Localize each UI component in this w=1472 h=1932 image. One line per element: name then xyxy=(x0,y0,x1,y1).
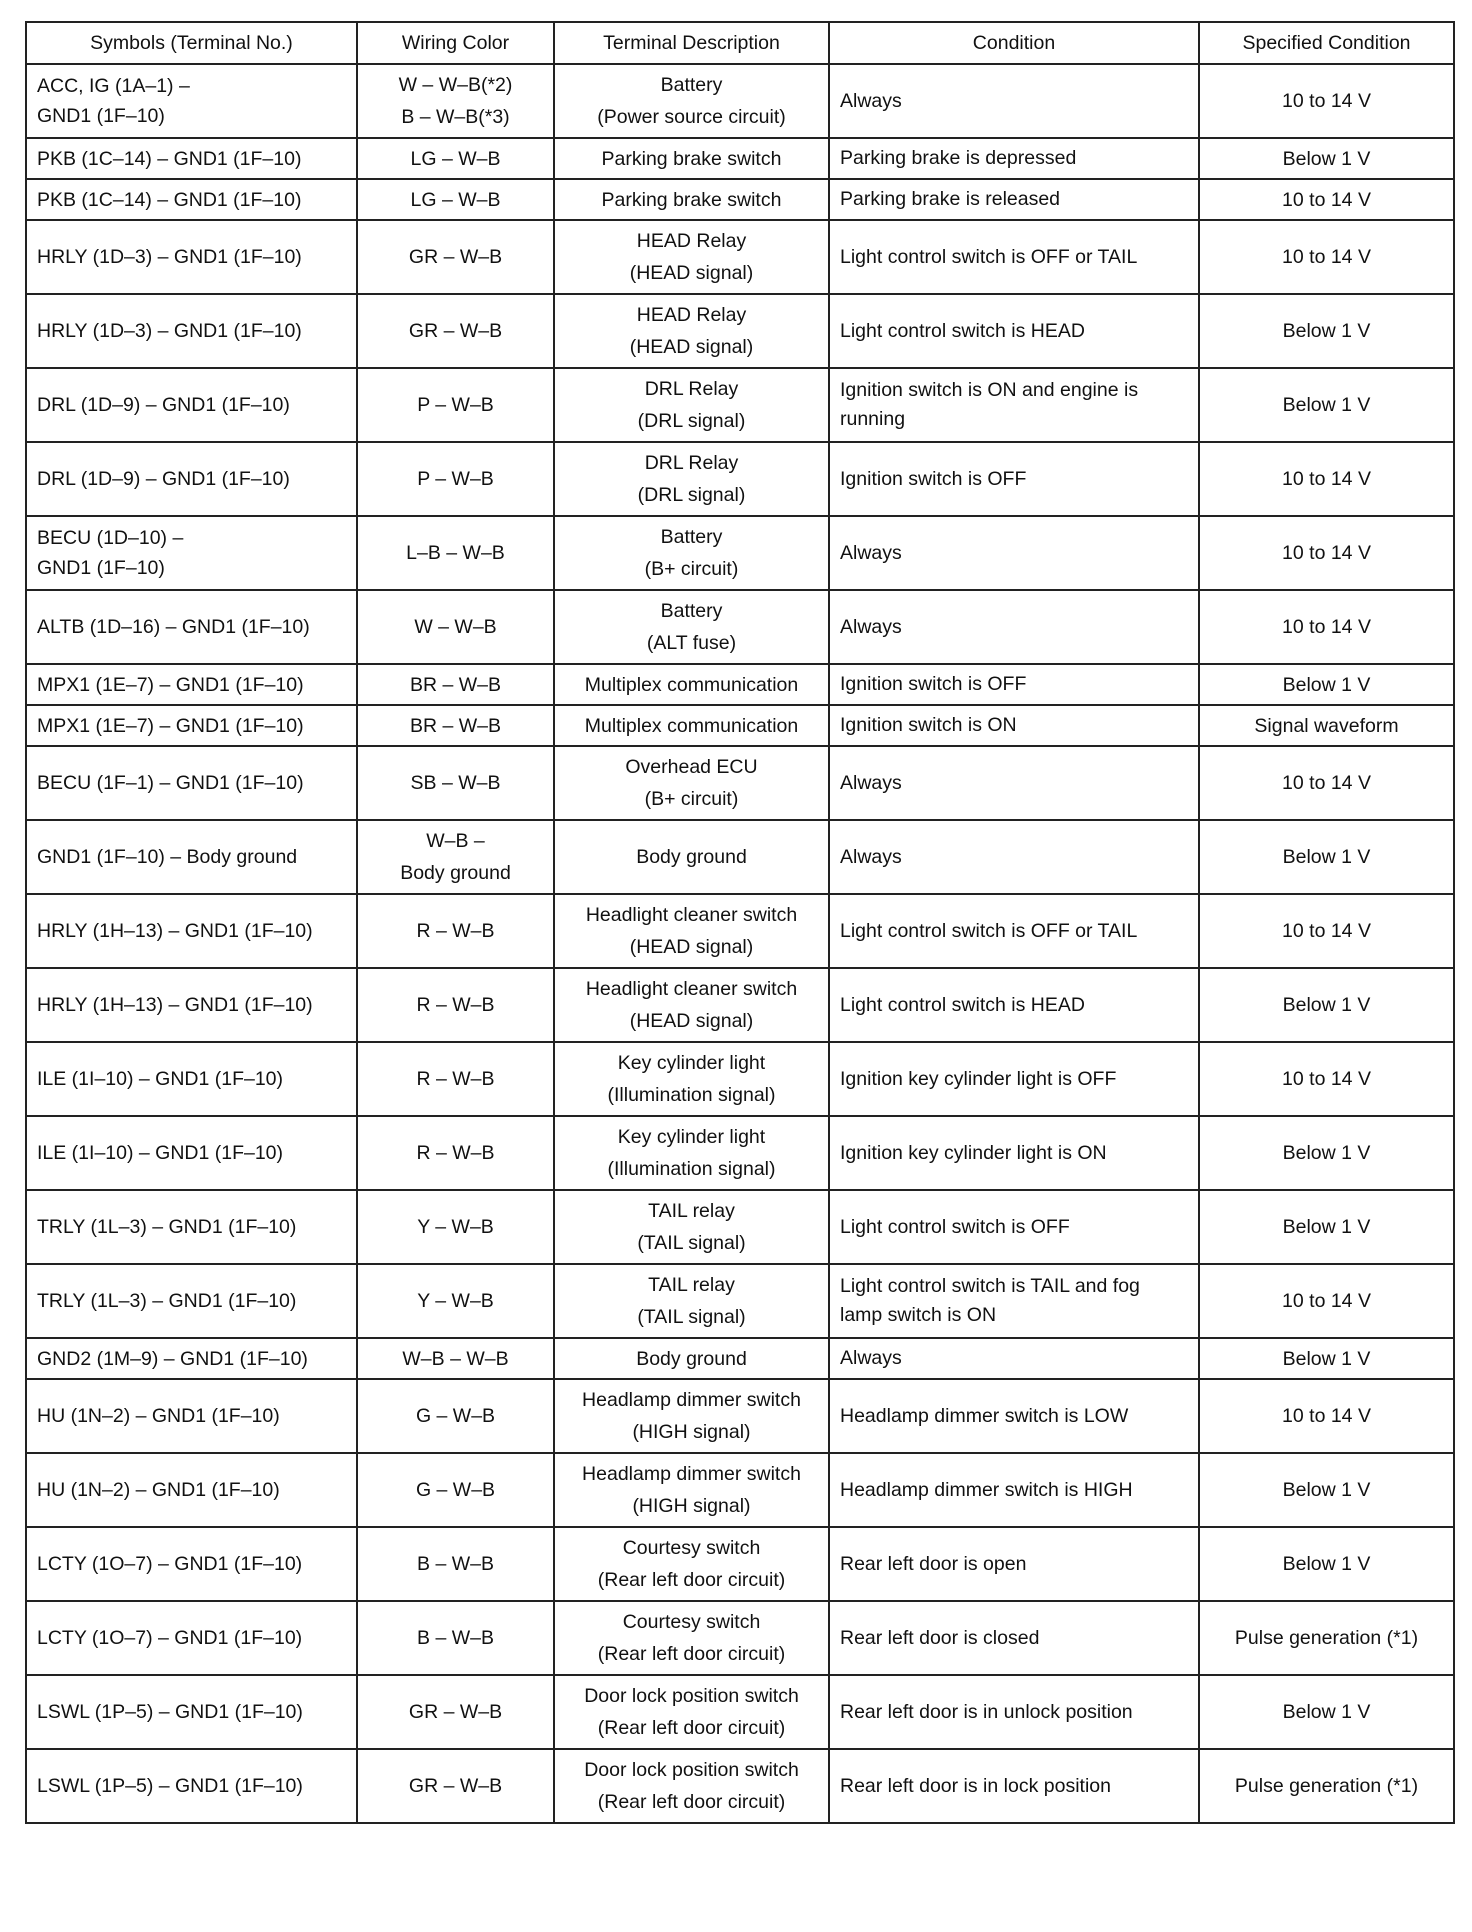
cell-condition: Always xyxy=(829,64,1199,138)
cell-terminal-description: Headlamp dimmer switch (HIGH signal) xyxy=(554,1453,829,1527)
cell-condition: Always xyxy=(829,820,1199,894)
cell-symbols: ACC, IG (1A–1) – GND1 (1F–10) xyxy=(26,64,357,138)
cell-symbols: HRLY (1H–13) – GND1 (1F–10) xyxy=(26,894,357,968)
cell-terminal-description: HEAD Relay (HEAD signal) xyxy=(554,294,829,368)
cell-wiring-color: R – W–B xyxy=(357,1042,554,1116)
cell-terminal-description: DRL Relay (DRL signal) xyxy=(554,368,829,442)
cell-symbols: HU (1N–2) – GND1 (1F–10) xyxy=(26,1379,357,1453)
cell-symbols: DRL (1D–9) – GND1 (1F–10) xyxy=(26,368,357,442)
table-row xyxy=(26,1453,1454,1527)
cell-terminal-description: HEAD Relay (HEAD signal) xyxy=(554,220,829,294)
cell-specified-condition: Below 1 V xyxy=(1199,1453,1454,1527)
cell-wiring-color: R – W–B xyxy=(357,1116,554,1190)
cell-condition: Ignition switch is ON xyxy=(829,705,1199,746)
cell-wiring-color: Y – W–B xyxy=(357,1190,554,1264)
cell-terminal-description: Key cylinder light (Illumination signal) xyxy=(554,1116,829,1190)
cell-symbols: PKB (1C–14) – GND1 (1F–10) xyxy=(26,179,357,220)
cell-wiring-color: GR – W–B xyxy=(357,1675,554,1749)
cell-condition: Headlamp dimmer switch is HIGH xyxy=(829,1453,1199,1527)
cell-specified-condition: Pulse generation (*1) xyxy=(1199,1601,1454,1675)
table-row xyxy=(26,368,1454,442)
cell-terminal-description: Overhead ECU (B+ circuit) xyxy=(554,746,829,820)
cell-symbols: DRL (1D–9) – GND1 (1F–10) xyxy=(26,442,357,516)
cell-terminal-description: DRL Relay (DRL signal) xyxy=(554,442,829,516)
table-row xyxy=(26,1264,1454,1338)
cell-condition: Headlamp dimmer switch is LOW xyxy=(829,1379,1199,1453)
table-row xyxy=(26,516,1454,590)
cell-condition: Rear left door is open xyxy=(829,1527,1199,1601)
cell-terminal-description: Courtesy switch (Rear left door circuit) xyxy=(554,1527,829,1601)
cell-symbols: ILE (1I–10) – GND1 (1F–10) xyxy=(26,1116,357,1190)
cell-symbols: ALTB (1D–16) – GND1 (1F–10) xyxy=(26,590,357,664)
cell-terminal-description: Battery (B+ circuit) xyxy=(554,516,829,590)
cell-symbols: MPX1 (1E–7) – GND1 (1F–10) xyxy=(26,705,357,746)
cell-symbols: HRLY (1D–3) – GND1 (1F–10) xyxy=(26,294,357,368)
cell-specified-condition: 10 to 14 V xyxy=(1199,746,1454,820)
cell-condition: Rear left door is in unlock position xyxy=(829,1675,1199,1749)
cell-wiring-color: W–B – W–B xyxy=(357,1338,554,1379)
cell-condition: Light control switch is TAIL and fog lamp switch is ON xyxy=(829,1264,1199,1338)
cell-specified-condition: 10 to 14 V xyxy=(1199,516,1454,590)
cell-specified-condition: 10 to 14 V xyxy=(1199,1042,1454,1116)
cell-condition: Always xyxy=(829,516,1199,590)
cell-specified-condition: Below 1 V xyxy=(1199,1527,1454,1601)
cell-wiring-color: W – W–B xyxy=(357,590,554,664)
cell-specified-condition: Below 1 V xyxy=(1199,1190,1454,1264)
header-condition: Condition xyxy=(829,22,1199,64)
cell-specified-condition: Below 1 V xyxy=(1199,138,1454,179)
cell-wiring-color: B – W–B xyxy=(357,1527,554,1601)
table-row xyxy=(26,664,1454,705)
cell-wiring-color: R – W–B xyxy=(357,894,554,968)
table-row xyxy=(26,1190,1454,1264)
header-terminal-description: Terminal Description xyxy=(554,22,829,64)
cell-symbols: LSWL (1P–5) – GND1 (1F–10) xyxy=(26,1749,357,1823)
cell-specified-condition: 10 to 14 V xyxy=(1199,590,1454,664)
cell-condition: Always xyxy=(829,1338,1199,1379)
cell-condition: Ignition switch is ON and engine is running xyxy=(829,368,1199,442)
cell-condition: Ignition key cylinder light is ON xyxy=(829,1116,1199,1190)
table-row xyxy=(26,442,1454,516)
cell-specified-condition: Below 1 V xyxy=(1199,968,1454,1042)
table-row xyxy=(26,294,1454,368)
table-row xyxy=(26,138,1454,179)
cell-terminal-description: Key cylinder light (Illumination signal) xyxy=(554,1042,829,1116)
cell-symbols: TRLY (1L–3) – GND1 (1F–10) xyxy=(26,1190,357,1264)
header-symbols: Symbols (Terminal No.) xyxy=(26,22,357,64)
cell-wiring-color: GR – W–B xyxy=(357,220,554,294)
cell-specified-condition: 10 to 14 V xyxy=(1199,894,1454,968)
table-row xyxy=(26,1379,1454,1453)
cell-symbols: LCTY (1O–7) – GND1 (1F–10) xyxy=(26,1601,357,1675)
cell-specified-condition: Below 1 V xyxy=(1199,294,1454,368)
table-row xyxy=(26,1675,1454,1749)
cell-specified-condition: 10 to 14 V xyxy=(1199,442,1454,516)
cell-condition: Always xyxy=(829,746,1199,820)
cell-terminal-description: Battery (Power source circuit) xyxy=(554,64,829,138)
cell-symbols: GND1 (1F–10) – Body ground xyxy=(26,820,357,894)
cell-condition: Ignition switch is OFF xyxy=(829,664,1199,705)
cell-symbols: HRLY (1H–13) – GND1 (1F–10) xyxy=(26,968,357,1042)
cell-wiring-color: W–B – Body ground xyxy=(357,820,554,894)
table-row xyxy=(26,1338,1454,1379)
table-row xyxy=(26,820,1454,894)
cell-terminal-description: Parking brake switch xyxy=(554,179,829,220)
cell-condition: Light control switch is HEAD xyxy=(829,294,1199,368)
cell-specified-condition: Below 1 V xyxy=(1199,368,1454,442)
cell-wiring-color: P – W–B xyxy=(357,368,554,442)
table-row xyxy=(26,894,1454,968)
cell-condition: Ignition switch is OFF xyxy=(829,442,1199,516)
cell-wiring-color: G – W–B xyxy=(357,1453,554,1527)
cell-specified-condition: Pulse generation (*1) xyxy=(1199,1749,1454,1823)
cell-specified-condition: Below 1 V xyxy=(1199,1338,1454,1379)
cell-specified-condition: Below 1 V xyxy=(1199,1116,1454,1190)
table-row xyxy=(26,220,1454,294)
cell-condition: Ignition key cylinder light is OFF xyxy=(829,1042,1199,1116)
cell-wiring-color: B – W–B xyxy=(357,1601,554,1675)
table-row xyxy=(26,1116,1454,1190)
cell-symbols: MPX1 (1E–7) – GND1 (1F–10) xyxy=(26,664,357,705)
cell-symbols: HU (1N–2) – GND1 (1F–10) xyxy=(26,1453,357,1527)
cell-terminal-description: Body ground xyxy=(554,1338,829,1379)
cell-terminal-description: Multiplex communication xyxy=(554,705,829,746)
cell-symbols: BECU (1D–10) – GND1 (1F–10) xyxy=(26,516,357,590)
cell-wiring-color: BR – W–B xyxy=(357,705,554,746)
table-body xyxy=(26,64,1454,1823)
table-row xyxy=(26,1601,1454,1675)
cell-specified-condition: 10 to 14 V xyxy=(1199,179,1454,220)
table-row xyxy=(26,64,1454,138)
cell-terminal-description: Door lock position switch (Rear left door circuit) xyxy=(554,1675,829,1749)
cell-symbols: LSWL (1P–5) – GND1 (1F–10) xyxy=(26,1675,357,1749)
cell-condition: Rear left door is closed xyxy=(829,1601,1199,1675)
cell-symbols: ILE (1I–10) – GND1 (1F–10) xyxy=(26,1042,357,1116)
table-row xyxy=(26,179,1454,220)
cell-wiring-color: Y – W–B xyxy=(357,1264,554,1338)
table-row xyxy=(26,746,1454,820)
cell-terminal-description: Headlamp dimmer switch (HIGH signal) xyxy=(554,1379,829,1453)
cell-wiring-color: LG – W–B xyxy=(357,179,554,220)
cell-wiring-color: SB – W–B xyxy=(357,746,554,820)
cell-terminal-description: Headlight cleaner switch (HEAD signal) xyxy=(554,894,829,968)
cell-specified-condition: Below 1 V xyxy=(1199,820,1454,894)
cell-specified-condition: 10 to 14 V xyxy=(1199,220,1454,294)
cell-wiring-color: GR – W–B xyxy=(357,1749,554,1823)
table-row xyxy=(26,705,1454,746)
cell-wiring-color: BR – W–B xyxy=(357,664,554,705)
cell-wiring-color: G – W–B xyxy=(357,1379,554,1453)
cell-terminal-description: TAIL relay (TAIL signal) xyxy=(554,1190,829,1264)
cell-wiring-color: LG – W–B xyxy=(357,138,554,179)
cell-symbols: PKB (1C–14) – GND1 (1F–10) xyxy=(26,138,357,179)
cell-terminal-description: Body ground xyxy=(554,820,829,894)
table-row xyxy=(26,1042,1454,1116)
cell-condition: Always xyxy=(829,590,1199,664)
cell-wiring-color: GR – W–B xyxy=(357,294,554,368)
cell-specified-condition: 10 to 14 V xyxy=(1199,1264,1454,1338)
cell-terminal-description: Multiplex communication xyxy=(554,664,829,705)
cell-condition: Rear left door is in lock position xyxy=(829,1749,1199,1823)
header-wiring-color: Wiring Color xyxy=(357,22,554,64)
cell-specified-condition: 10 to 14 V xyxy=(1199,1379,1454,1453)
cell-specified-condition: Below 1 V xyxy=(1199,1675,1454,1749)
table-row xyxy=(26,1749,1454,1823)
terminal-inspection-table xyxy=(25,21,1455,1824)
cell-wiring-color: L–B – W–B xyxy=(357,516,554,590)
cell-terminal-description: Headlight cleaner switch (HEAD signal) xyxy=(554,968,829,1042)
cell-symbols: HRLY (1D–3) – GND1 (1F–10) xyxy=(26,220,357,294)
cell-terminal-description: TAIL relay (TAIL signal) xyxy=(554,1264,829,1338)
cell-condition: Parking brake is depressed xyxy=(829,138,1199,179)
cell-wiring-color: R – W–B xyxy=(357,968,554,1042)
cell-symbols: TRLY (1L–3) – GND1 (1F–10) xyxy=(26,1264,357,1338)
cell-symbols: LCTY (1O–7) – GND1 (1F–10) xyxy=(26,1527,357,1601)
cell-condition: Parking brake is released xyxy=(829,179,1199,220)
table-row xyxy=(26,590,1454,664)
cell-symbols: GND2 (1M–9) – GND1 (1F–10) xyxy=(26,1338,357,1379)
cell-wiring-color: P – W–B xyxy=(357,442,554,516)
cell-specified-condition: 10 to 14 V xyxy=(1199,64,1454,138)
cell-specified-condition: Below 1 V xyxy=(1199,664,1454,705)
table-header-row xyxy=(26,22,1454,64)
header-specified-condition: Specified Condition xyxy=(1199,22,1454,64)
cell-condition: Light control switch is OFF xyxy=(829,1190,1199,1264)
cell-condition: Light control switch is OFF or TAIL xyxy=(829,894,1199,968)
cell-terminal-description: Door lock position switch (Rear left door circuit) xyxy=(554,1749,829,1823)
cell-wiring-color: W – W–B(*2) B – W–B(*3) xyxy=(357,64,554,138)
cell-condition: Light control switch is HEAD xyxy=(829,968,1199,1042)
cell-terminal-description: Courtesy switch (Rear left door circuit) xyxy=(554,1601,829,1675)
table-row xyxy=(26,968,1454,1042)
cell-symbols: BECU (1F–1) – GND1 (1F–10) xyxy=(26,746,357,820)
cell-condition: Light control switch is OFF or TAIL xyxy=(829,220,1199,294)
cell-terminal-description: Parking brake switch xyxy=(554,138,829,179)
cell-specified-condition: Signal waveform xyxy=(1199,705,1454,746)
cell-terminal-description: Battery (ALT fuse) xyxy=(554,590,829,664)
table-row xyxy=(26,1527,1454,1601)
